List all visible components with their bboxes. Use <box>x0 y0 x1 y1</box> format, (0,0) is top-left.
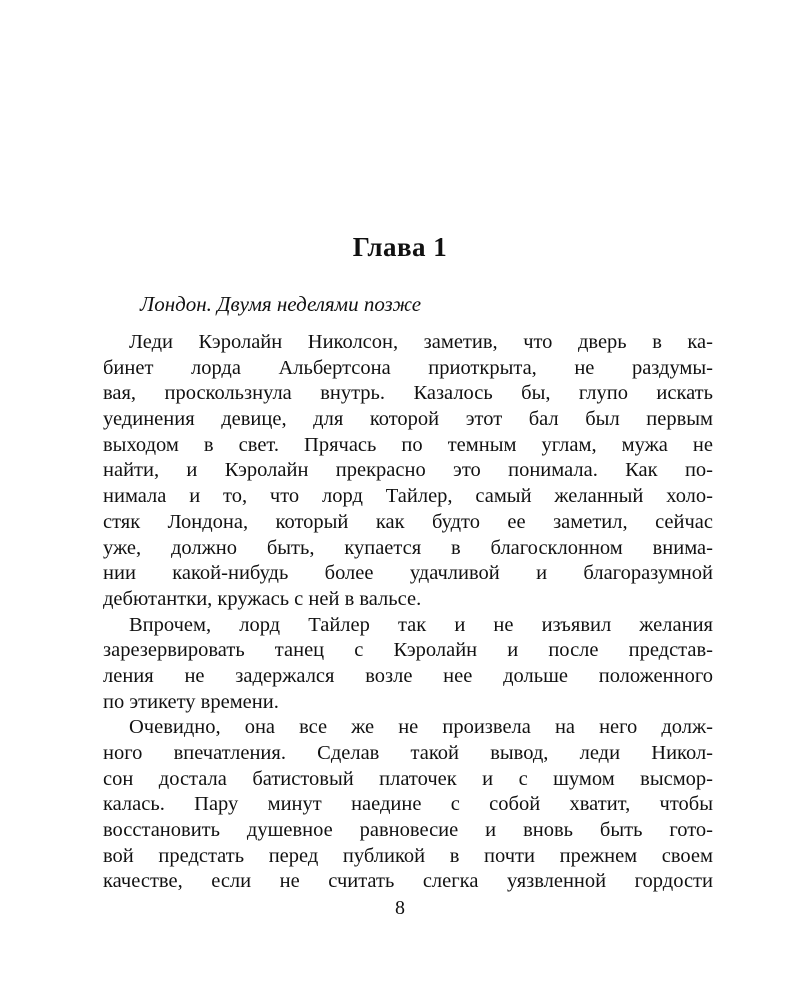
text-line: Впрочем, лорд Тайлер так и не изъявил желания <box>129 613 713 636</box>
text-line: зарезервировать танец с Кэролайн и после представ- <box>103 639 713 662</box>
text-line: выходом в свет. Прячась по темным углам, мужа не <box>103 433 713 456</box>
text-line: уединения девице, для которой этот бал был первым <box>103 408 713 431</box>
body-text <box>103 330 713 895</box>
text-line: вая, проскользнула внутрь. Казалось бы, глупо искать <box>103 382 713 405</box>
text-line: восстановить душевное равновесие и вновь быть гото- <box>103 819 713 842</box>
chapter-subtitle: Лондон. Двумя неделями позже <box>140 292 422 316</box>
text-line: найти, и Кэролайн прекрасно это понимала. Как по- <box>103 459 713 482</box>
text-line: бинет лорда Альбертсона приоткрыта, не раздумы- <box>103 356 713 379</box>
text-line: вой предстать перед публикой в почти прежнем своем <box>103 844 713 867</box>
text-line: ного впечатления. Сделав такой вывод, леди Никол- <box>103 742 713 764</box>
text-line: дебютантки, кружась с ней в вальсе. <box>103 587 422 610</box>
text-line: нии какой-нибудь более удачливой и благоразумной <box>103 562 713 585</box>
text-line: качестве, если не считать слегка уязвленной гордости <box>103 870 713 893</box>
text-line: ления не задержался возле нее дольше положенного <box>103 664 713 687</box>
text-line: нимала и то, что лорд Тайлер, самый желанный холо- <box>103 485 713 508</box>
text-line: уже, должно быть, купается в благосклонном внима- <box>103 536 713 559</box>
chapter-title: Глава 1 <box>352 232 448 262</box>
text-line: Очевидно, она все же не произвела на него долж- <box>129 716 713 739</box>
text-line: по этикету времени. <box>103 690 279 713</box>
page-number: 8 <box>395 897 405 919</box>
text-line: Леди Кэролайн Николсон, заметив, что дверь в ка- <box>129 331 713 353</box>
text-line: стяк Лондона, который как будто ее заметил, сейчас <box>103 510 713 533</box>
text-line: сон достала батистовый платочек и с шумом высмор- <box>103 767 713 790</box>
text-line: калась. Пару минут наедине с собой хватит, чтобы <box>103 793 713 816</box>
